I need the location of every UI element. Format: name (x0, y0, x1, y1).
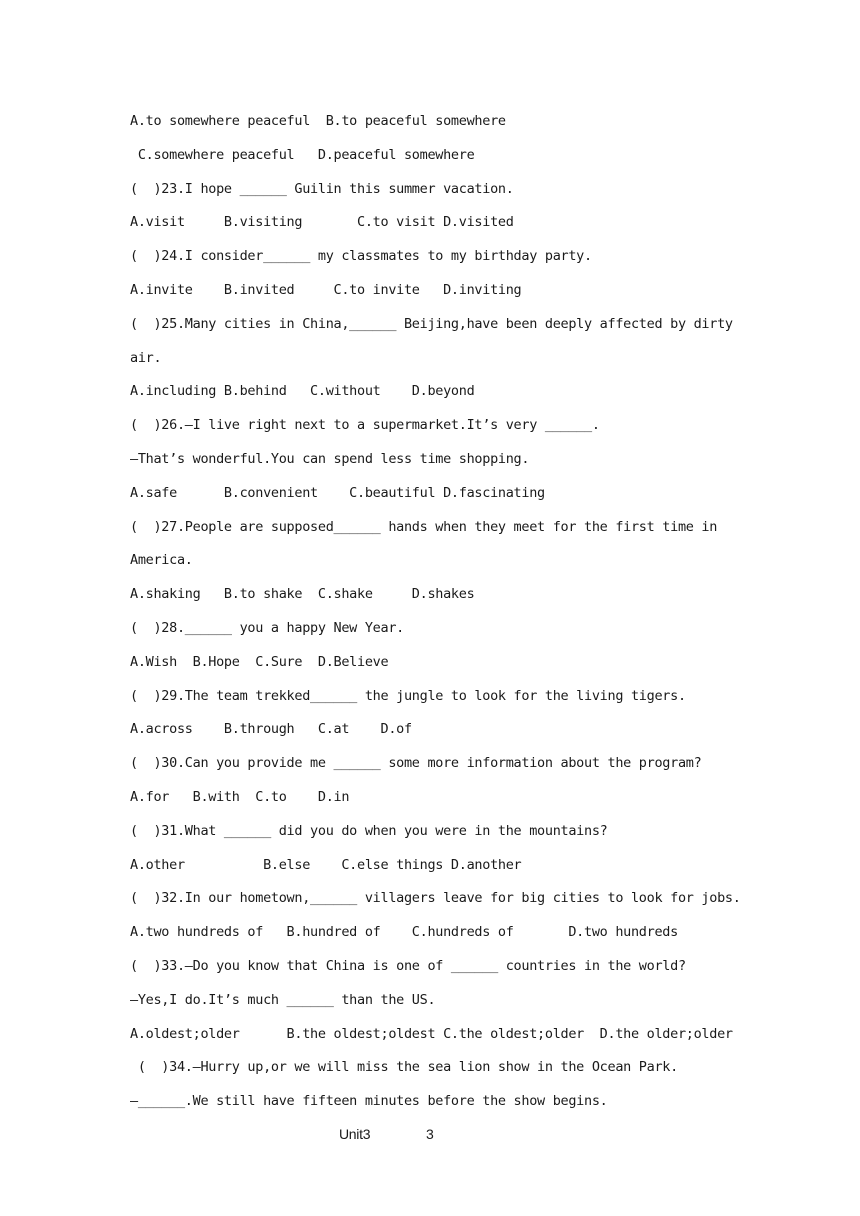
text-line: A.visit B.visiting C.to visit D.visited (130, 214, 514, 231)
text-line: A.shaking B.to shake C.shake D.shakes (130, 586, 475, 603)
text-line: A.oldest;older B.the oldest;oldest C.the oldest;older D.the older;older (130, 1025, 733, 1042)
question-list (130, 111, 741, 1125)
text-line: —That’s wonderful.You can spend less time shopping. (130, 450, 530, 467)
text-line: ( )25.Many cities in China,______ Beijing,have been deeply affected by dirty (130, 315, 733, 332)
text-line: ( )24.I consider______ my classmates to my birthday party. (130, 248, 592, 265)
text-line: ( )31.What ______ did you do when you were in the mountains? (130, 822, 608, 839)
text-line: A.to somewhere peaceful B.to peaceful somewhere (130, 113, 506, 129)
text-line: A.other B.else C.else things D.another (130, 856, 522, 873)
text-line: A.invite B.invited C.to invite D.inviting (130, 281, 522, 298)
text-line: ( )27.People are supposed______ hands when they meet for the first time in (130, 518, 718, 535)
text-line: A.Wish B.Hope C.Sure D.Believe (130, 653, 389, 670)
text-line: A.across B.through C.at D.of (130, 721, 412, 738)
text-line: ( )23.I hope ______ Guilin this summer vacation. (130, 180, 514, 197)
text-line: A.two hundreds of B.hundred of C.hundreds of D.two hundreds (130, 924, 678, 941)
text-line: air. (130, 349, 162, 366)
text-line: A.safe B.convenient C.beautiful D.fascinating (130, 484, 545, 501)
text-line: America. (130, 552, 193, 569)
footer-page-number: 3 (426, 1126, 434, 1142)
text-line: ( )29.The team trekked______ the jungle to look for the living tigers. (130, 687, 686, 704)
text-line: ( )28.______ you a happy New Year. (130, 619, 404, 636)
text-line: ( )32.In our hometown,______ villagers leave for big cities to look for jobs. (130, 890, 741, 907)
text-line: ( )30.Can you provide me ______ some more information about the program? (130, 755, 702, 772)
text-line: —Yes,I do.It’s much ______ than the US. (130, 991, 436, 1008)
text-line: —______.We still have fifteen minutes before the show begins. (130, 1093, 608, 1110)
page-footer (0, 1126, 860, 1146)
text-line: A.for B.with C.to D.in (130, 788, 350, 805)
text-line: ( )33.—Do you know that China is one of ______ countries in the world? (130, 957, 686, 974)
text-line: A.including B.behind C.without D.beyond (130, 383, 475, 400)
text-line: C.somewhere peaceful D.peaceful somewhere (130, 146, 475, 163)
footer-unit-label: Unit3 (339, 1126, 371, 1142)
text-line: ( )34.—Hurry up,or we will miss the sea lion show in the Ocean Park. (130, 1059, 678, 1076)
text-line: ( )26.—I live right next to a supermarket.It’s very ______. (130, 417, 600, 434)
